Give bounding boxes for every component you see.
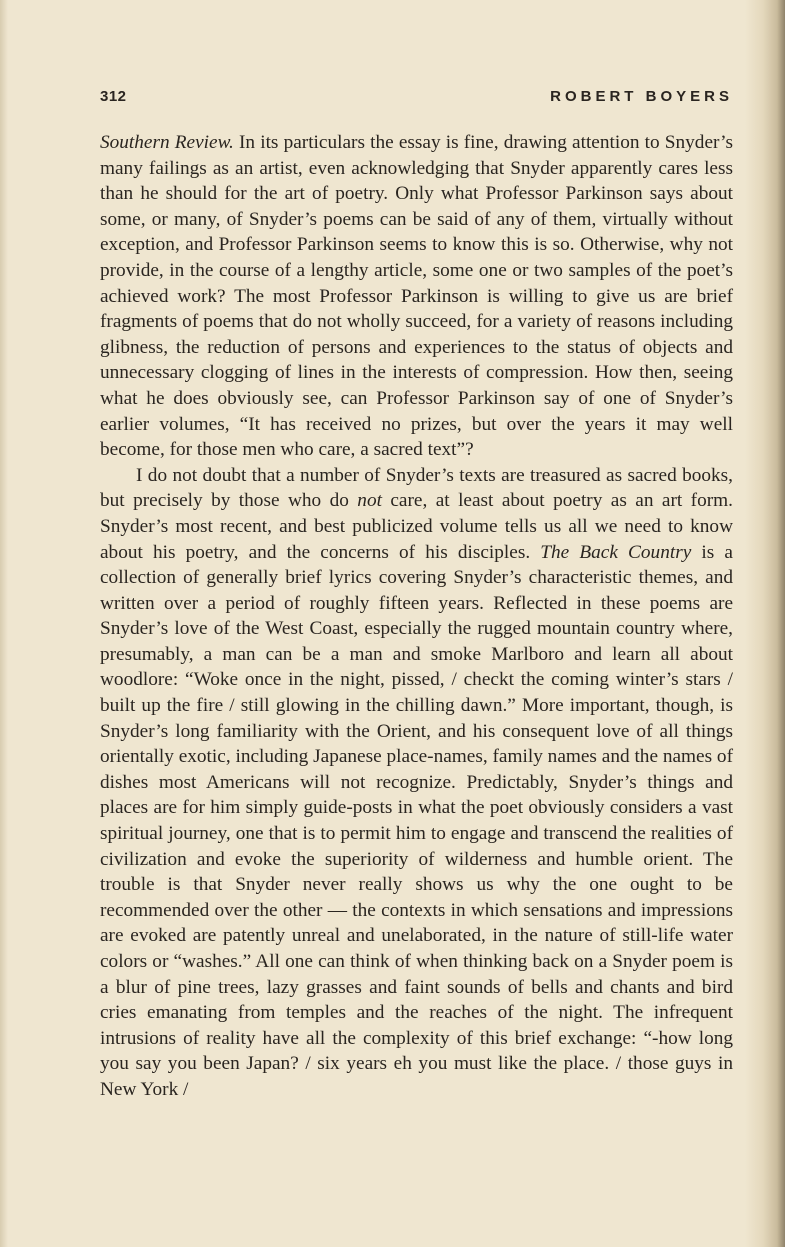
italic-text: The Back Country: [540, 541, 692, 563]
body-text: [100, 130, 733, 1103]
paragraph: [100, 130, 733, 463]
text-run: I do not doubt that a number of Snyder’s texts are treasured as sacred books, but precisely by those who do: [100, 464, 733, 512]
text-run: care, at least about poetry as an art form. Snyder’s most recent, and best publicized volume tells us all we need to know about his poetry, and the concerns of his disciples.: [100, 490, 733, 563]
page-gutter-shadow: [745, 0, 785, 1247]
page-number: 312: [100, 88, 127, 105]
text-run: is a collection of generally brief lyrics covering Snyder’s characteristic themes, and written over a period of roughly fifteen years. Reflected in these poems are Snyder’s love of the West Coast, especially the rugged mountain country where, presumably, a man can be a man and smoke Marlboro and learn all about woodlore: “Woke once in the night, pissed, / checkt the coming winter’s stars / built up the fire / still glowing in the chilling dawn.” More important, though, is Snyder’s long familiarity with the Orient, and his consequent love of all things orientally exotic, including Japanese place-names, family names and the names of dishes most Americans will not recognize. Predictably, Snyder’s things and places are for him simply guide-posts in what the poet obviously considers a vast spiritual journey, one that is to permit him to engage and transcend the realities of civilization and evoke the superiority of wilderness and humble orient. The trouble is that Snyder never really shows us why the one ought to be recommended over the other — the contexts in which sensations and impressions are evoked are patently unreal and unelaborated, in the nature of still-life water colors or “washes.” All one can think of when thinking back on a Snyder poem is a blur of pine trees, lazy grasses and faint sounds of bells and chants and bird cries emanating from temples and the reaches of the night. The infrequent intrusions of reality have all the complexity of this brief exchange: “-how long you say you been Japan? / six years eh you must like the place. / those guys in New York /: [100, 541, 733, 1100]
running-head: ROBERT BOYERS: [550, 88, 733, 105]
italic-text: not: [357, 490, 382, 512]
paragraph: [100, 463, 733, 1103]
text-run: In its particulars the essay is fine, drawing attention to Snyder’s many failings as an artist, even acknowledging that Snyder apparently cares less than he should for the art of poetry. Only what Professor Parkinson says about some, or many, of Snyder’s poems can be said of any of them, virtually without exception, and Professor Parkinson seems to know this is so. Otherwise, why not provide, in the course of a lengthy article, some one or two samples of the poet’s achieved work? The most Professor Parkinson is willing to give us are brief fragments of poems that do not wholly succeed, for a variety of reasons including glibness, the reduction of persons and experiences to the status of objects and unnecessary clogging of lines in the interests of compression. How then, seeing what he does obviously see, can Professor Parkinson say of one of Snyder’s earlier volumes, “It has received no prizes, but over the years it may well become, for those men who care, a sacred text”?: [100, 132, 734, 461]
page-edge-left: [0, 0, 8, 1247]
italic-text: Southern Review.: [100, 132, 234, 153]
page-header: [100, 88, 733, 112]
